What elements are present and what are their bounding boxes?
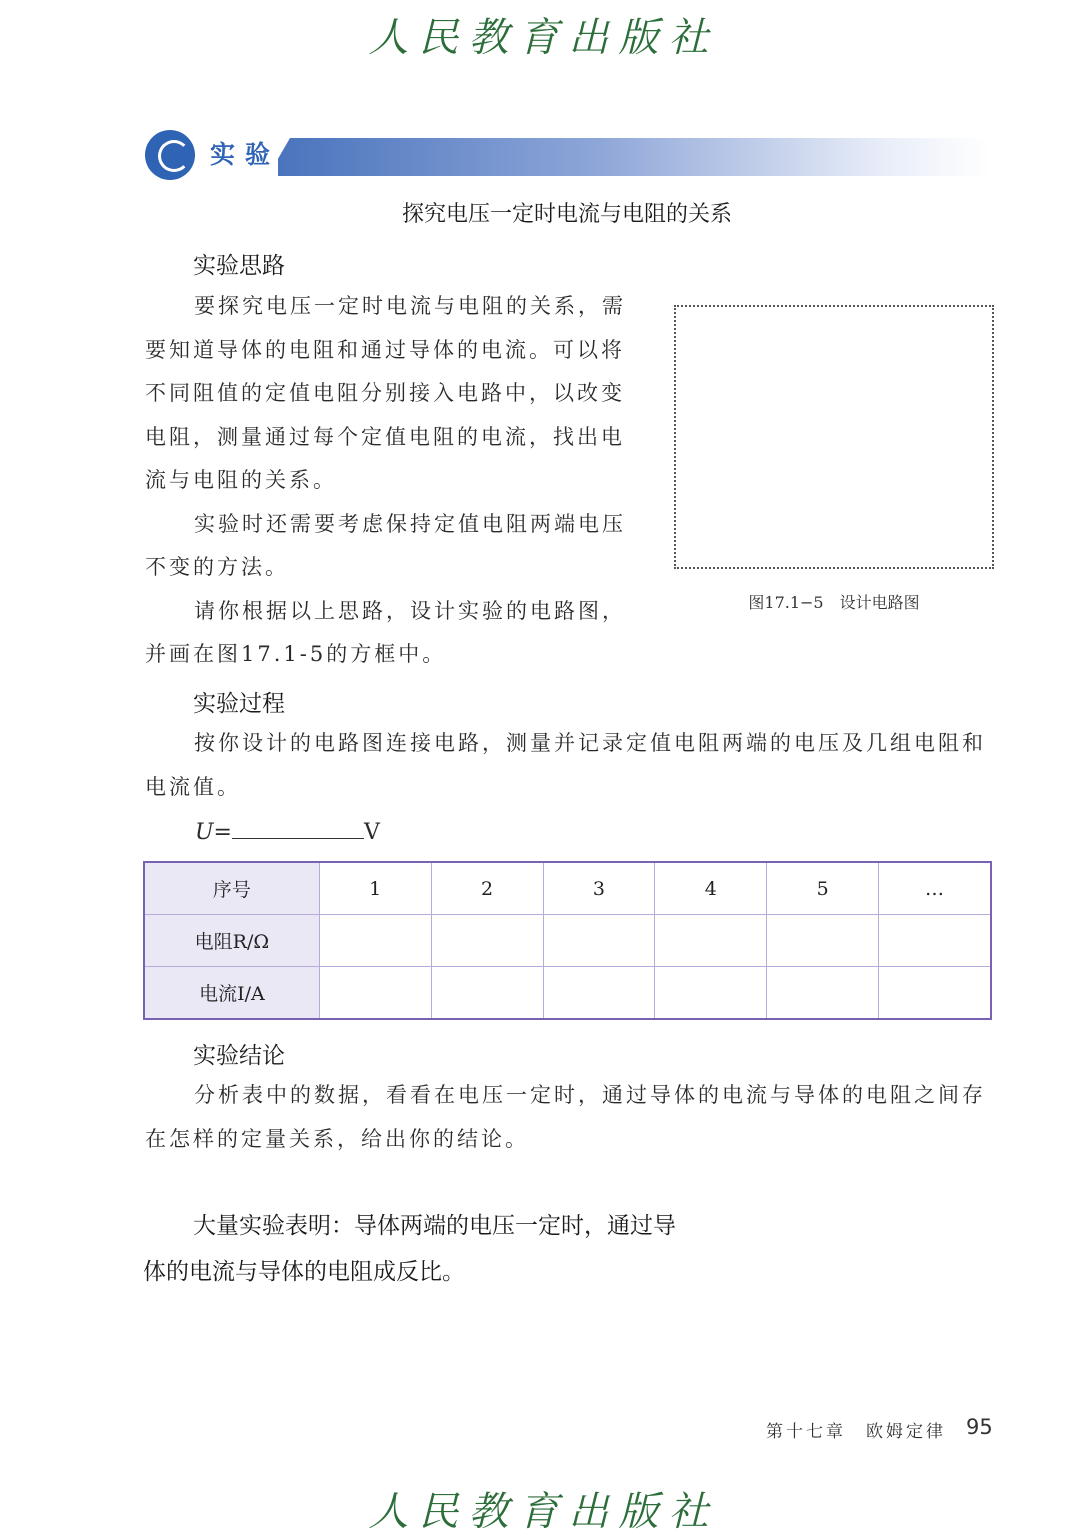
idea-paragraph-2: 实验时还需要考虑保持定值电阻两端电压不变的方法。: [145, 511, 626, 579]
table-row: [144, 915, 991, 967]
table-cell: [319, 967, 431, 1020]
conclusion-heading: 实验结论: [193, 1043, 285, 1069]
conclusion-statement-line-1: 大量实验表明：导体两端的电压一定时，通过导: [193, 1213, 676, 1239]
table-cell: [879, 915, 991, 967]
table-cell: [431, 967, 543, 1020]
conclusion-statement-line-2: 体的电流与导体的电阻成反比。: [143, 1259, 465, 1285]
voltage-blank: [232, 818, 364, 839]
figure-caption: 图17.1−5 设计电路图: [748, 593, 920, 612]
table-cell: [431, 915, 543, 967]
publisher-logo-bottom: 人民教育出版社: [368, 1489, 719, 1535]
page-number: 95: [966, 1415, 993, 1439]
table-col-header: 4: [655, 862, 767, 915]
table-row-label-current: 电流I/A: [144, 967, 319, 1020]
section-banner: [278, 138, 990, 176]
table-cell: [767, 915, 879, 967]
table-row: [144, 862, 991, 915]
publisher-logo: 人民教育出版社: [368, 15, 719, 61]
circuit-drawing-box: [674, 305, 994, 569]
experiment-title: 探究电压一定时电流与电阻的关系: [401, 202, 732, 227]
voltage-unit: V: [363, 820, 380, 845]
magnifier-icon-ring: [158, 140, 190, 172]
table-row-label-resistance: 电阻R/Ω: [144, 915, 319, 967]
record-table: [143, 861, 992, 1020]
idea-paragraph-1: 要探究电压一定时电流与电阻的关系，需要知道导体的电阻和通过导体的电流。可以将不同阻值的定值电阻分别接入电路中，以改变电阻，测量通过每个定值电阻的电流，找出电流与电阻的关系。: [145, 294, 626, 492]
voltage-fill-line: [195, 818, 380, 845]
idea-paragraph-3: 请你根据以上思路，设计实验的电路图，并画在图17.1-5的方框中。: [145, 598, 626, 666]
table-cell: [543, 967, 655, 1020]
table-cell: [767, 967, 879, 1020]
table-col-header: 2: [431, 862, 543, 915]
process-text: [145, 722, 995, 809]
table-col-header: …: [879, 862, 991, 915]
table-cell: [655, 915, 767, 967]
table-col-header: 3: [543, 862, 655, 915]
table-cell: [319, 915, 431, 967]
process-paragraph: 按你设计的电路图连接电路，测量并记录定值电阻两端的电压及几组电阻和电流值。: [145, 731, 986, 799]
idea-heading: 实验思路: [193, 253, 285, 279]
table-cell: [879, 967, 991, 1020]
voltage-label: U=: [195, 820, 232, 845]
idea-text: [145, 285, 648, 677]
process-heading: 实验过程: [193, 691, 285, 717]
conclusion-text: [145, 1074, 995, 1161]
table-row: [144, 967, 991, 1020]
conclusion-paragraph: 分析表中的数据，看看在电压一定时，通过导体的电流与导体的电阻之间存在怎样的定量关系，给出你的结论。: [145, 1083, 986, 1151]
table-cell: [655, 967, 767, 1020]
table-header-index: 序号: [144, 862, 319, 915]
table-col-header: 1: [319, 862, 431, 915]
table-col-header: 5: [767, 862, 879, 915]
table-cell: [543, 915, 655, 967]
section-label: 实验: [210, 140, 281, 169]
chapter-footer: 第十七章 欧姆定律: [766, 1422, 946, 1442]
